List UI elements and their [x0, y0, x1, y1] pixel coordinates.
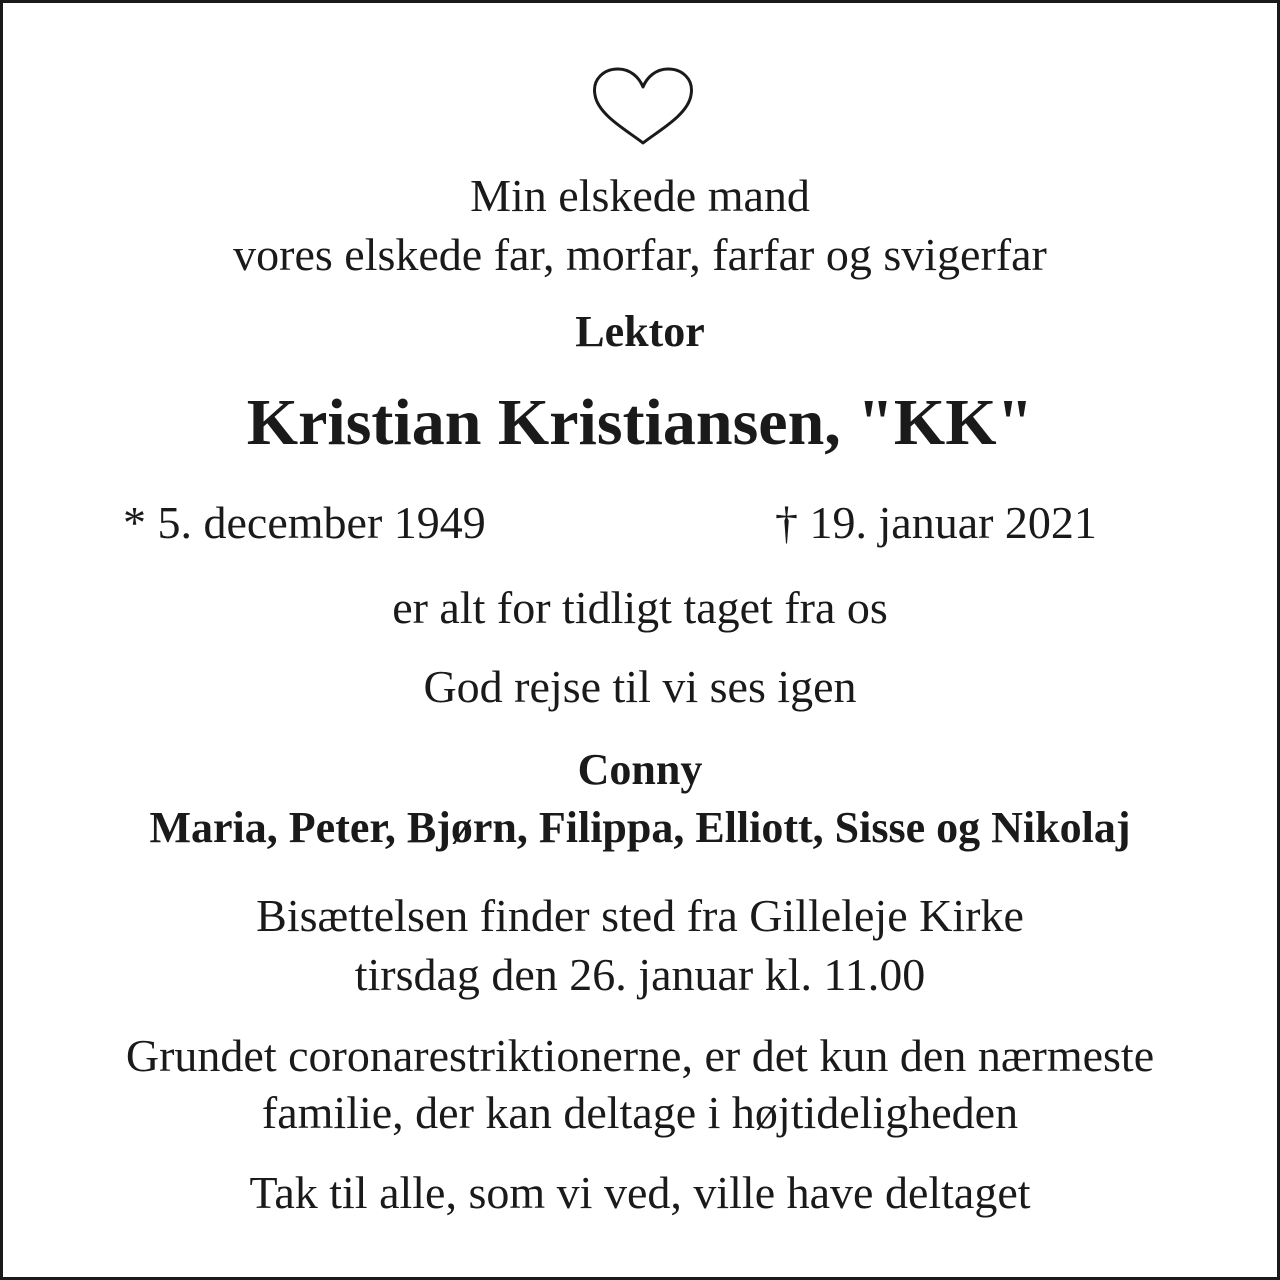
thanks-line: Tak til alle, som vi ved, ville have deltaget: [249, 1167, 1031, 1218]
family-children: Maria, Peter, Bjørn, Filippa, Elliott, Sisse og Nikolaj: [149, 803, 1131, 852]
funeral-time: tirsdag den 26. januar kl. 11.00: [354, 949, 926, 1000]
heading-line-1: Min elskede mand: [470, 170, 810, 221]
funeral-place: Bisættelsen finder sted fra Gilleleje Kirke: [256, 890, 1024, 941]
family-spouse: Conny: [577, 745, 703, 794]
title: Lektor: [575, 307, 705, 356]
birth-date: * 5. december 1949: [123, 497, 486, 548]
heart-icon: [588, 65, 698, 149]
deceased-name: Kristian Kristiansen, "KK": [246, 386, 1034, 459]
corona-notice-line-1: Grundet coronarestriktionerne, er det kun den nærmeste: [125, 1030, 1155, 1081]
death-date: † 19. januar 2021: [775, 497, 1097, 548]
corona-notice-line-2: familie, der kan deltage i højtideligheden: [261, 1087, 1019, 1138]
phrase-farewell: God rejse til vi ses igen: [423, 661, 857, 712]
heading-line-2: vores elskede far, morfar, farfar og svigerfar: [233, 229, 1047, 280]
phrase-taken: er alt for tidligt taget fra os: [392, 582, 888, 633]
dates-row: [3, 497, 1277, 550]
